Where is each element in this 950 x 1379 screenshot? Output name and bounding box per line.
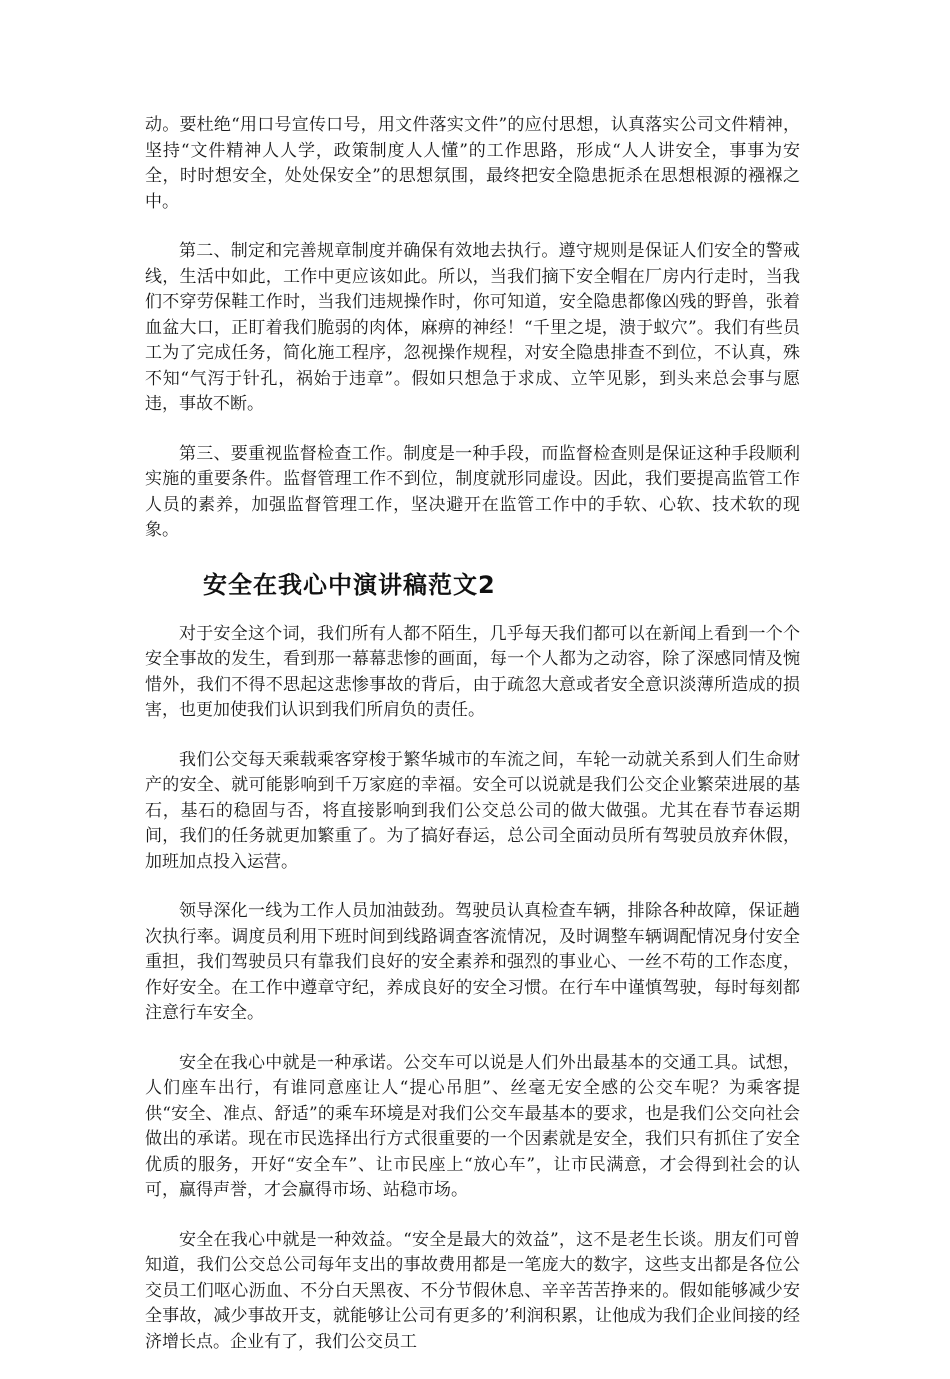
paragraph-intro: 对于安全这个词，我们所有人都不陌生，几乎每天我们都可以在新闻上看到一个个安全事故的发生，看到那一幕幕悲惨的画面，每一个人都为之动容，除了深感同情及惋惜外，我们不得不思起这悲惨事故的背后，由于疏忽大意或者安全意识淡薄所造成的损害，也更加使我们认识到我们所肩负的责任。 [145,623,800,720]
paragraph-rules: 第二、制定和完善规章制度并确保有效地去执行。遵守规则是保证人们安全的警戒线，生活中如此，工作中更应该如此。所以，当我们摘下安全帽在厂房内行走时，当我们不穿劳保鞋工作时，当我们违规操作时，你可知道，安全隐患都像凶残的野兽，张着血盆大口，正盯着我们脆弱的肉体，麻痹的神经！“千里之堤，溃于蚁穴”。我们有些员工为了完成任务，简化施工程序，忽视操作规程，对安全隐患排查不到位，不认真，殊不知“气泻于针孔，祸始于违章”。假如只想急于求成、立竿见影，到头来总会事与愿违，事故不断。 [145,241,800,414]
paragraph-leadership: 领导深化一线为工作人员加油鼓劲。驾驶员认真检查车辆，排除各种故障，保证趟次执行率。调度员利用下班时间到线路调查客流情况，及时调整车辆调配情况身付安全重担，我们驾驶员只有靠我们良好的安全素养和强烈的事业心、一丝不苟的工作态度，作好安全。在工作中遵章守纪，养成良好的安全习惯。在行车中谨慎驾驶，每时每刻都注意行车安全。 [145,901,800,1023]
paragraph-continuation: 动。要杜绝“用口号宣传口号，用文件落实文件”的应付思想，认真落实公司文件精神，坚持“文件精神人人学，政策制度人人懂”的工作思路，形成“人人讲安全，事事为安全，时时想安全，处处保安全”的思想氛围，最终把安全隐患扼杀在思想根源的襁褓之中。 [145,115,800,212]
paragraph-supervision: 第三、要重视监督检查工作。制度是一种手段，而监督检查则是保证这种手段顺利实施的重要条件。监督管理工作不到位，制度就形同虚设。因此，我们要提高监管工作人员的素养，加强监督管理工作，坚决避开在监管工作中的手软、心软、技术软的现象。 [145,443,800,540]
paragraph-bus-safety: 我们公交每天乘载乘客穿梭于繁华城市的车流之间，车轮一动就关系到人们生命财产的安全、就可能影响到千万家庭的幸福。安全可以说就是我们公交企业繁荣进展的基石，基石的稳固与否，将直接影响到我们公交总公司的做大做强。尤其在春节春运期间，我们的任务就更加繁重了。为了搞好春运，总公司全面动员所有驾驶员放弃休假，加班加点投入运营。 [145,749,800,872]
section-heading: 安全在我心中演讲稿范文2 [203,570,496,599]
document-page [145,113,800,1379]
paragraph-promise: 安全在我心中就是一种承诺。公交车可以说是人们外出最基本的交通工具。试想，人们座车出行，有谁同意座让人“提心吊胆”、丝毫无安全感的公交车呢？为乘客提供“安全、准点、舒适”的乘车环境是对我们公交车最基本的要求，也是我们公交向社会做出的承诺。现在市民选择出行方式很重要的一个因素就是安全，我们只有抓住了安全优质的服务，开好“安全车”、让市民座上“放心车”，让市民满意，才会得到社会的认可，赢得声誉，才会赢得市场、站稳市场。 [145,1052,800,1200]
paragraph-benefit: 安全在我心中就是一种效益。“安全是最大的效益”，这不是老生长谈。朋友们可曾知道，我们公交总公司每年支出的事故费用都是一笔庞大的数字，这些支出都是各位公交员工们呕心沥血、不分白天黑夜、不分节假休息、辛辛苦苦挣来的。假如能够减少安全事故，减少事故开支，就能够让公司有更多的’利润积累，让他成为我们企业间接的经济增长点。企业有了，我们公交员工 [145,1229,800,1352]
